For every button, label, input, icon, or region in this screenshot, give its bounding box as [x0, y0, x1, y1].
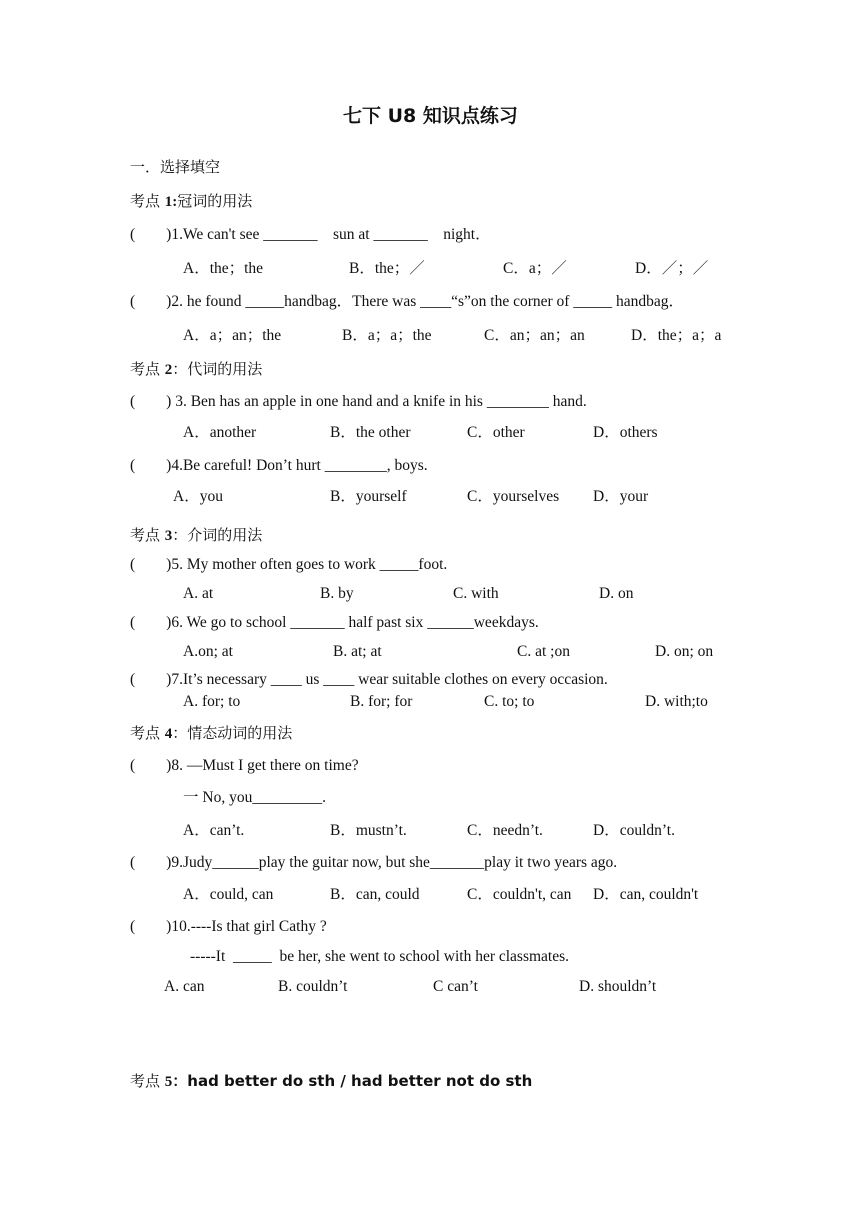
- page-title: 七下 U8 知识点练习: [343, 105, 518, 127]
- q5-option-b: B. by: [320, 585, 354, 602]
- q8-option-b: B．mustn’t.: [330, 822, 407, 839]
- question-10-answer-line: -----It _____ be her, she went to school with her classmates.: [190, 948, 570, 965]
- q4-option-d: D．your: [593, 488, 649, 505]
- q10-option-a: A. can: [164, 978, 205, 995]
- q9-option-b: B．can, could: [330, 886, 420, 903]
- question-7: ( )7.It’s necessary ____ us ____ wear suitable clothes on every occasion.: [130, 671, 608, 688]
- q3-option-b: B．the other: [330, 424, 411, 441]
- section-heading: 一．选择填空: [130, 158, 221, 176]
- q5-option-a: A. at: [183, 585, 214, 602]
- q3-option-d: D．others: [593, 424, 658, 441]
- q4-option-a: A．you: [173, 488, 223, 505]
- point-heading-4: 考点 4：情态动词的用法: [130, 724, 293, 742]
- q1-option-d: D．／；／: [635, 260, 709, 277]
- question-9: ( )9.Judy______play the guitar now, but she_______play it two years ago.: [130, 854, 618, 871]
- q6-option-c: C. at ;on: [517, 643, 570, 660]
- point-heading-1: 考点 1:冠词的用法: [130, 192, 253, 210]
- question-6: ( )6. We go to school _______ half past six ______weekdays.: [130, 614, 539, 631]
- q7-option-b: B. for; for: [350, 693, 413, 710]
- question-3: ( ) 3. Ben has an apple in one hand and a knife in his ________ hand.: [130, 393, 587, 410]
- q4-option-c: C．yourselves: [467, 488, 560, 505]
- q1-option-c: C．a；／: [503, 260, 567, 277]
- q10-option-b: B. couldn’t: [278, 978, 348, 995]
- q2-option-a: A．a；an；the: [183, 327, 282, 344]
- q7-option-a: A. for; to: [183, 693, 241, 710]
- q3-option-c: C．other: [467, 424, 525, 441]
- question-8-answer-line: 一 No, you_________.: [183, 789, 326, 806]
- q6-option-a: A.on; at: [183, 643, 233, 660]
- point-heading-3: 考点 3：介词的用法: [130, 526, 263, 544]
- question-4: ( )4.Be careful! Don’t hurt ________, boys.: [130, 457, 428, 474]
- q7-option-c: C. to; to: [484, 693, 535, 710]
- q2-option-d: D．the；a；a: [631, 327, 722, 344]
- q1-option-a: A．the；the: [183, 260, 264, 277]
- q3-option-a: A．another: [183, 424, 257, 441]
- q9-option-d: D．can, couldn't: [593, 886, 699, 903]
- point-heading-5: 考点 5：had better do sth / had better not do sth: [130, 1072, 533, 1090]
- q4-option-b: B．yourself: [330, 488, 407, 505]
- q9-option-a: A．could, can: [183, 886, 274, 903]
- q6-option-b: B. at; at: [333, 643, 382, 660]
- q5-option-c: C. with: [453, 585, 499, 602]
- q6-option-d: D. on; on: [655, 643, 714, 660]
- q2-option-c: C．an；an；an: [484, 327, 585, 344]
- q7-option-d: D. with;to: [645, 693, 708, 710]
- q8-option-c: C．needn’t.: [467, 822, 543, 839]
- q10-option-d: D. shouldn’t: [579, 978, 657, 995]
- question-1: ( )1.We can't see _______ sun at _______ night．: [130, 226, 491, 243]
- point-heading-2: 考点 2：代词的用法: [130, 360, 263, 378]
- q9-option-c: C．couldn't, can: [467, 886, 572, 903]
- q1-option-b: B．the；／: [349, 260, 425, 277]
- q5-option-d: D. on: [599, 585, 634, 602]
- question-2: ( )2. he found _____handbag．There was ____“s”on the corner of _____ handbag．: [130, 293, 684, 310]
- question-8: ( )8. —Must I get there on time?: [130, 757, 359, 774]
- q10-option-c: C can’t: [433, 978, 478, 995]
- question-5: ( )5. My mother often goes to work _____foot.: [130, 556, 448, 573]
- question-10: ( )10.----Is that girl Cathy ?: [130, 918, 327, 935]
- q8-option-a: A．can’t.: [183, 822, 245, 839]
- q2-option-b: B．a；a；the: [342, 327, 432, 344]
- q8-option-d: D．couldn’t.: [593, 822, 675, 839]
